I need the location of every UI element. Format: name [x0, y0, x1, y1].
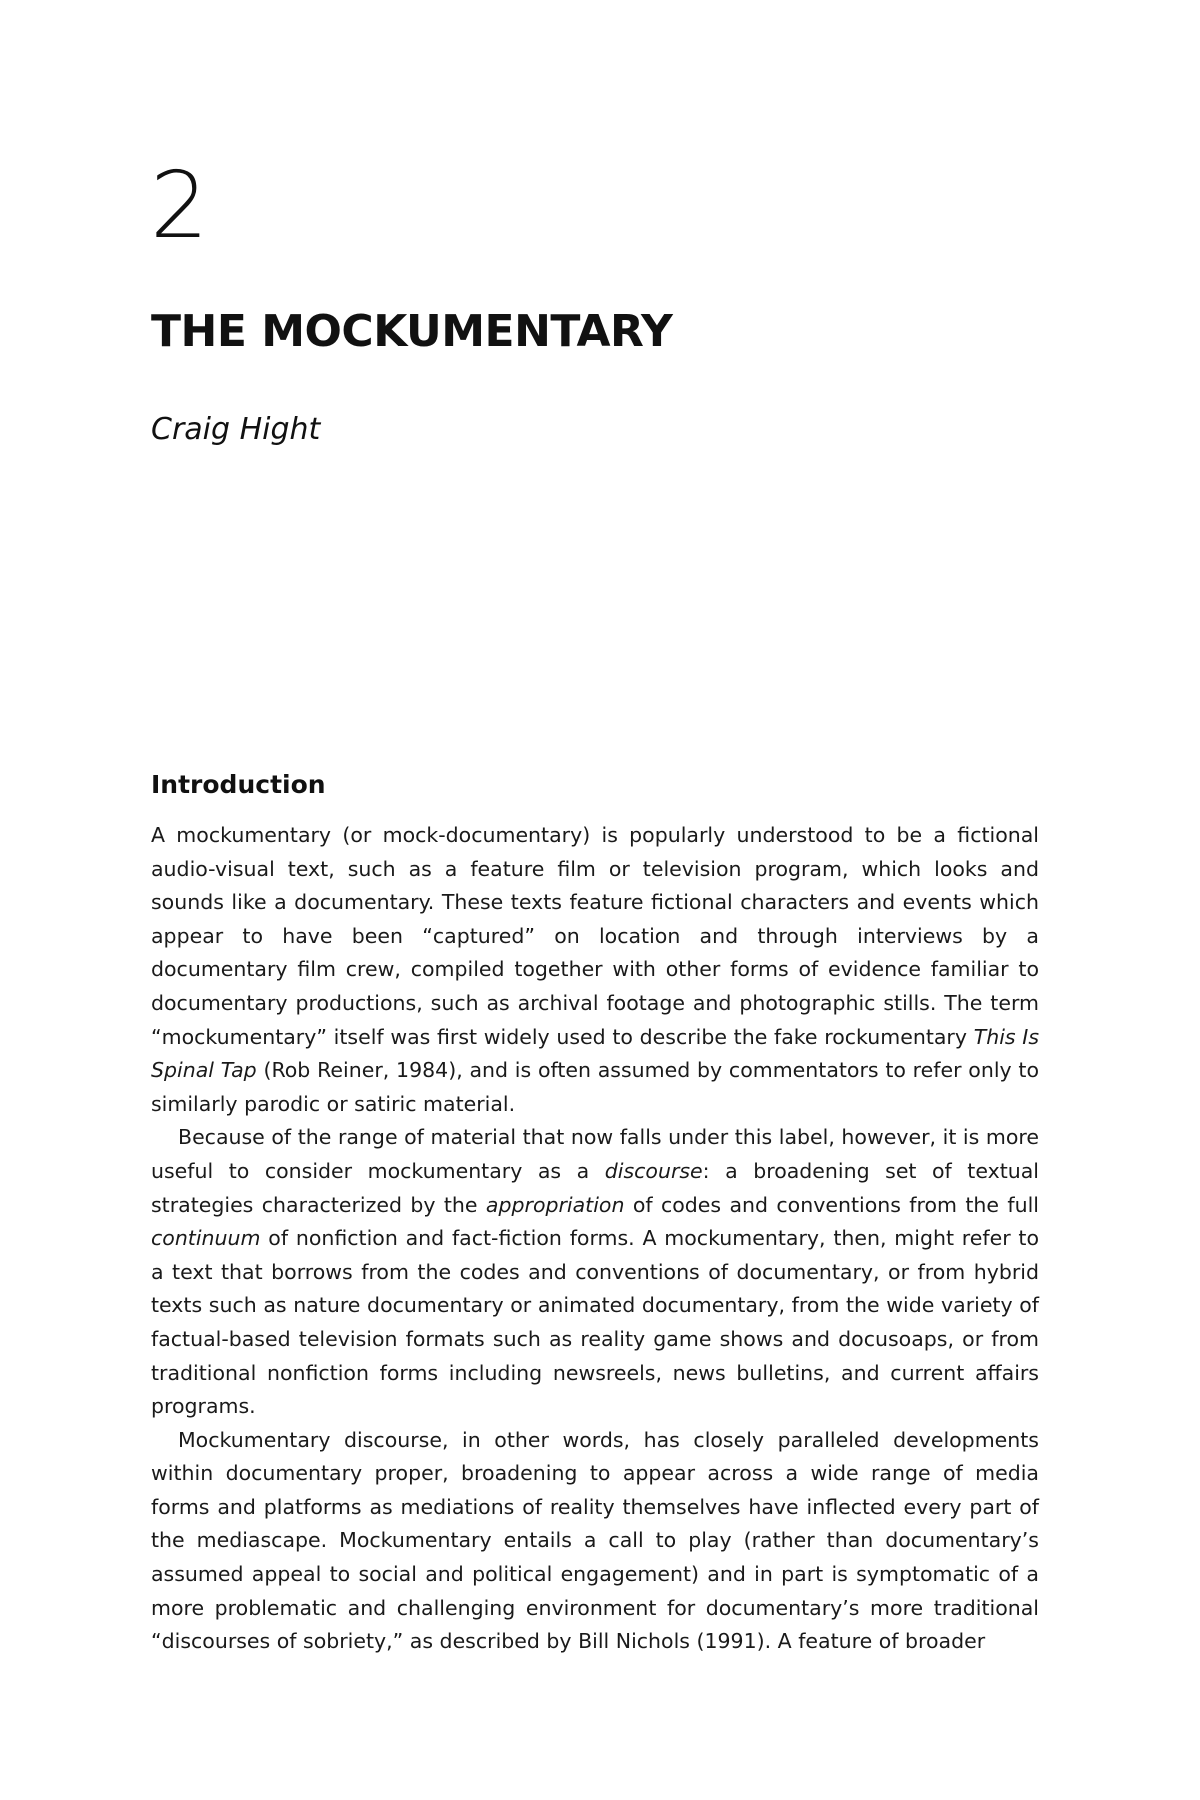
- paragraph-2: [151, 1121, 1039, 1423]
- chapter-author: Craig Hight: [151, 412, 321, 447]
- paragraph-1-text-2: (Rob Reiner, 1984), and is often assumed by commentators to refer only to similarly parodic or satiric material.: [151, 1058, 1039, 1116]
- section-heading-introduction: Introduction: [151, 770, 326, 799]
- paragraph-3: [151, 1424, 1039, 1659]
- term-continuum: continuum: [151, 1226, 261, 1251]
- term-discourse: discourse: [604, 1158, 703, 1183]
- paragraph-2-text-4: of nonfiction and fact-fiction forms. A mockumentary, then, might refer to a text that borrows from the codes and conventions of documentary, or from hybrid texts such as nature documentary or animated documentary, from the wide variety of factual-based television formats such as reality game shows and docusoaps, or from traditional nonfiction forms including newsreels, news bulletins, and current affairs programs.: [151, 1226, 1039, 1419]
- paragraph-1-text-1: A mockumentary (or mock-documentary) is popularly understood to be a fictional audio-visual text, such as a feature film or television program, which looks and sounds like a documentary. These texts feature fictional characters and events which appear to have been “captured” on location and through interviews by a documentary film crew, compiled together with other forms of evidence familiar to documentary productions, such as archival footage and photographic stills. The term “mockumentary” itself was first widely used to describe the fake rockumentary: [151, 823, 1039, 1049]
- paragraph-1: [151, 819, 1039, 1121]
- chapter-number: 2: [150, 152, 209, 259]
- paragraph-2-text-1: Because of the range of material that now falls under this label, however, it is more useful to consider mockumentary as a: [151, 1125, 1039, 1183]
- film-title-spinal-tap: This Is Spinal Tap: [151, 1024, 1039, 1083]
- body-text: [151, 819, 1039, 1659]
- term-appropriation: appropriation: [485, 1192, 625, 1217]
- paragraph-3-text-1: Mockumentary discourse, in other words, has closely paralleled developments within documentary proper, broadening to appear across a wide range of media forms and platforms as mediations of reality themselves have inflected every part of the mediascape. Mockumentary entails a call to play (rather than documentary’s assumed appeal to social and political engagement) and in part is symptomatic of a more problematic and challenging environment for documentary’s more traditional “discourses of sobriety,” as described by Bill Nichols (1991). A feature of broader: [151, 1427, 1039, 1654]
- chapter-title: THE MOCKUMENTARY: [151, 306, 673, 357]
- paragraph-2-text-3: of codes and conventions from the full: [624, 1192, 1039, 1217]
- paragraph-2-text-2: : a broadening set of textual strategies characterized by the: [151, 1158, 1040, 1217]
